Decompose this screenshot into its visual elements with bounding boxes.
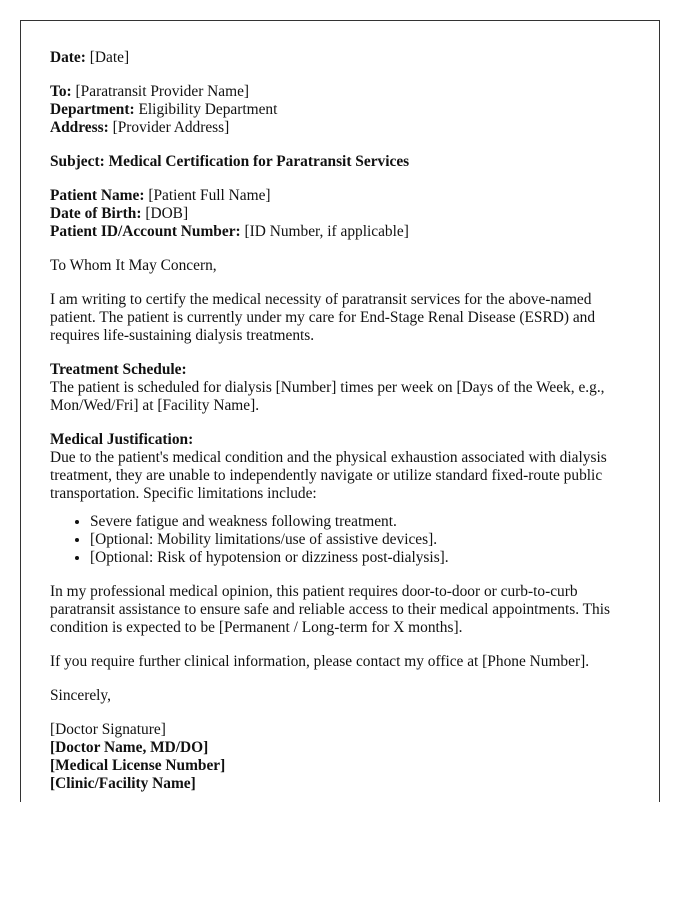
intro-paragraph: I am writing to certify the medical necessity of paratransit services for the above-named patient. The patient is currently under my care for End-Stage Renal Disease (ESRD) and requires life-sustaining dialysis treatments. [50,291,596,344]
treatment-text: The patient is scheduled for dialysis [Number] times per week on [Days of the Week, e.g., Mon/Wed/Fri] at [Facility Name]. [50,379,605,414]
subject-line [50,153,630,171]
justification-text: Due to the patient's medical condition and the physical exhaustion associated with dialysis treatment, they are unable to independently navigate or utilize standard fixed-route public transportation. Specific limitations include: [50,449,607,502]
patient-name-value: [Patient Full Name] [148,187,271,204]
patient-id-value: [ID Number, if applicable] [244,223,409,240]
list-item: • [Optional: Mobility limitations/use of assistive devices]. [90,531,630,549]
closing: Sincerely, [50,687,111,704]
opinion-paragraph: In my professional medical opinion, this patient requires door-to-door or curb-to-curb paratransit assistance to ensure safe and reliable access to their medical appointments. This condition is expected to be [Permanent / Long-term for X months]. [50,583,610,636]
limitations-list [50,513,630,567]
subject: Subject: Medical Certification for Paratransit Services [50,153,410,170]
patient-block [50,187,630,241]
dob-label: Date of Birth: [50,205,142,222]
doctor-signature: [Doctor Signature] [50,721,166,738]
address-label: Address: [50,119,109,136]
department-label: Department: [50,101,135,118]
address-value: [Provider Address] [112,119,230,136]
to-label: To: [50,83,72,100]
department-value: Eligibility Department [138,101,278,118]
letter-document [20,20,660,802]
clinic-name: [Clinic/Facility Name] [50,775,196,792]
contact-paragraph: If you require further clinical information, please contact my office at [Phone Number]. [50,653,590,670]
dob-value: [DOB] [145,205,189,222]
date-label: Date: [50,49,86,66]
to-value: [Paratransit Provider Name] [75,83,250,100]
doctor-name: [Doctor Name, MD/DO] [50,739,209,756]
list-item: • Severe fatigue and weakness following treatment. [90,513,630,531]
list-item: • [Optional: Risk of hypotension or dizziness post-dialysis]. [90,549,630,567]
justification-heading: Medical Justification: [50,431,194,448]
patient-name-label: Patient Name: [50,187,145,204]
date-line [50,49,630,67]
patient-id-label: Patient ID/Account Number: [50,223,241,240]
date-value: [Date] [89,49,130,66]
license-number: [Medical License Number] [50,757,226,774]
treatment-section [50,361,630,415]
justification-section [50,431,630,503]
signature-block [50,721,630,793]
treatment-heading: Treatment Schedule: [50,361,187,378]
recipient-block [50,83,630,137]
salutation: To Whom It May Concern, [50,257,217,274]
